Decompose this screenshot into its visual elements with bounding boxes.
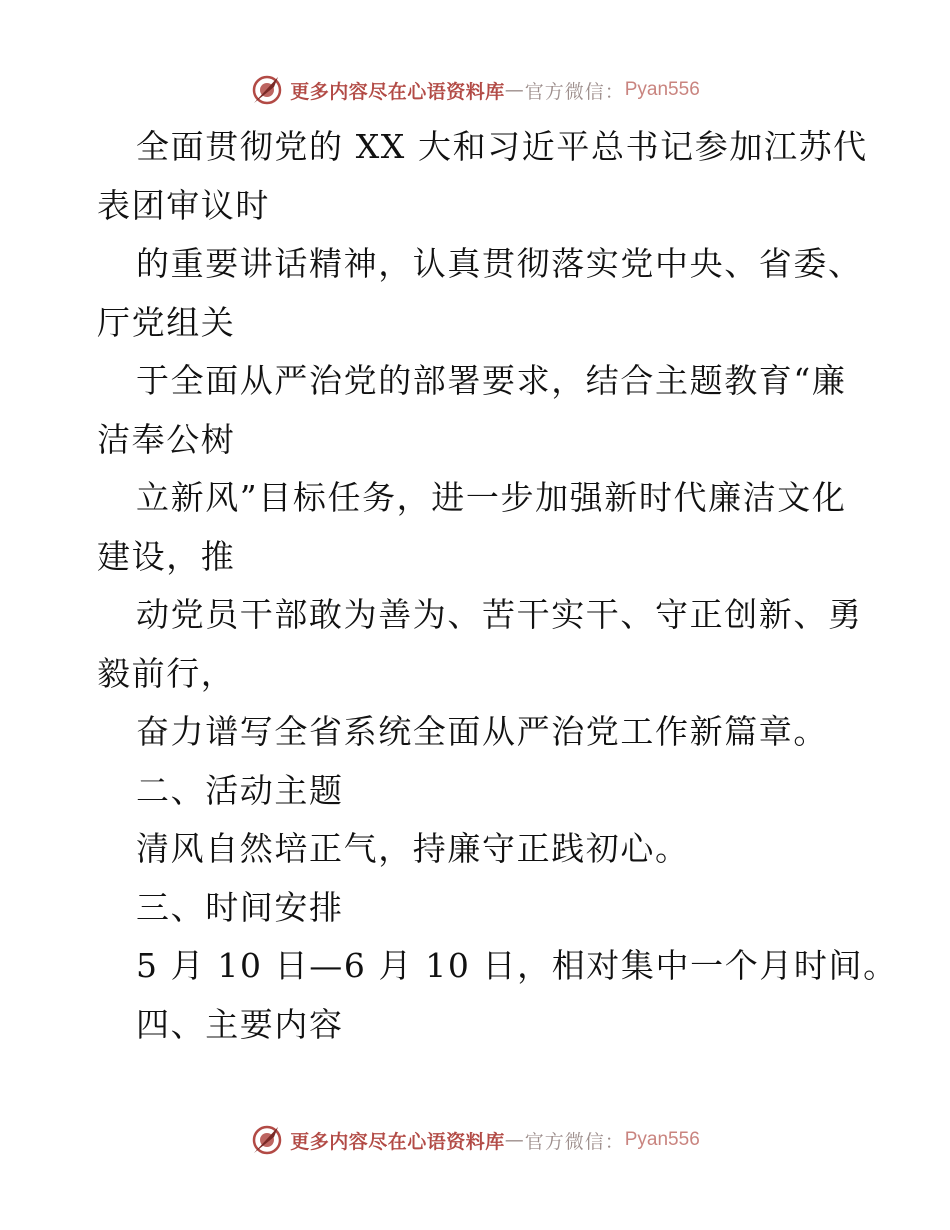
watermark-dash: — bbox=[504, 1129, 525, 1151]
header-watermark bbox=[0, 70, 950, 110]
text-line: 全面贯彻党的 XX 大和习近平总书记参加江苏代 bbox=[136, 127, 868, 166]
watermark-site-text: 更多内容尽在心语资料库 bbox=[290, 80, 505, 103]
text-line: 动党员干部敢为善为、苦干实干、守正创新、勇 bbox=[136, 595, 863, 634]
text-line: 立新风”目标任务，进一步加强新时代廉洁文化 bbox=[136, 478, 847, 517]
text-line: 清风自然培正气，持廉守正践初心。 bbox=[136, 829, 690, 868]
watermark-wechat-label: 官方微信： bbox=[524, 1130, 625, 1153]
text-line: 奋力谱写全省系统全面从严治党工作新篇章。 bbox=[136, 712, 828, 751]
text-line: 毅前行， bbox=[97, 653, 236, 693]
text-line: 表团审议时 bbox=[97, 185, 270, 225]
text-line: 于全面从严治党的部署要求，结合主题教育“廉 bbox=[136, 361, 847, 400]
watermark-site-text: 更多内容尽在心语资料库 bbox=[290, 1130, 505, 1153]
watermark-dash: — bbox=[504, 79, 525, 101]
section-heading: 三、时间安排 bbox=[136, 887, 344, 927]
section-heading: 二、活动主题 bbox=[136, 770, 344, 810]
text-line: 建设，推 bbox=[97, 536, 236, 576]
watermark-wechat-id: Pyan556 bbox=[624, 1129, 700, 1150]
watermark-wechat-label: 官方微信： bbox=[524, 80, 625, 103]
section-heading: 四、主要内容 bbox=[136, 1004, 344, 1044]
quill-logo-icon bbox=[250, 1123, 284, 1157]
text-line: 5 月 10 日—6 月 10 日，相对集中一个月时间。 bbox=[136, 946, 898, 985]
quill-logo-icon bbox=[250, 73, 284, 107]
watermark-wechat-id: Pyan556 bbox=[624, 79, 700, 100]
text-line: 的重要讲话精神，认真贯彻落实党中央、省委、 bbox=[136, 244, 863, 283]
document-body bbox=[97, 118, 898, 1054]
text-line: 厅党组关 bbox=[97, 302, 236, 342]
text-line: 洁奉公树 bbox=[97, 419, 236, 459]
footer-watermark bbox=[0, 1120, 950, 1160]
